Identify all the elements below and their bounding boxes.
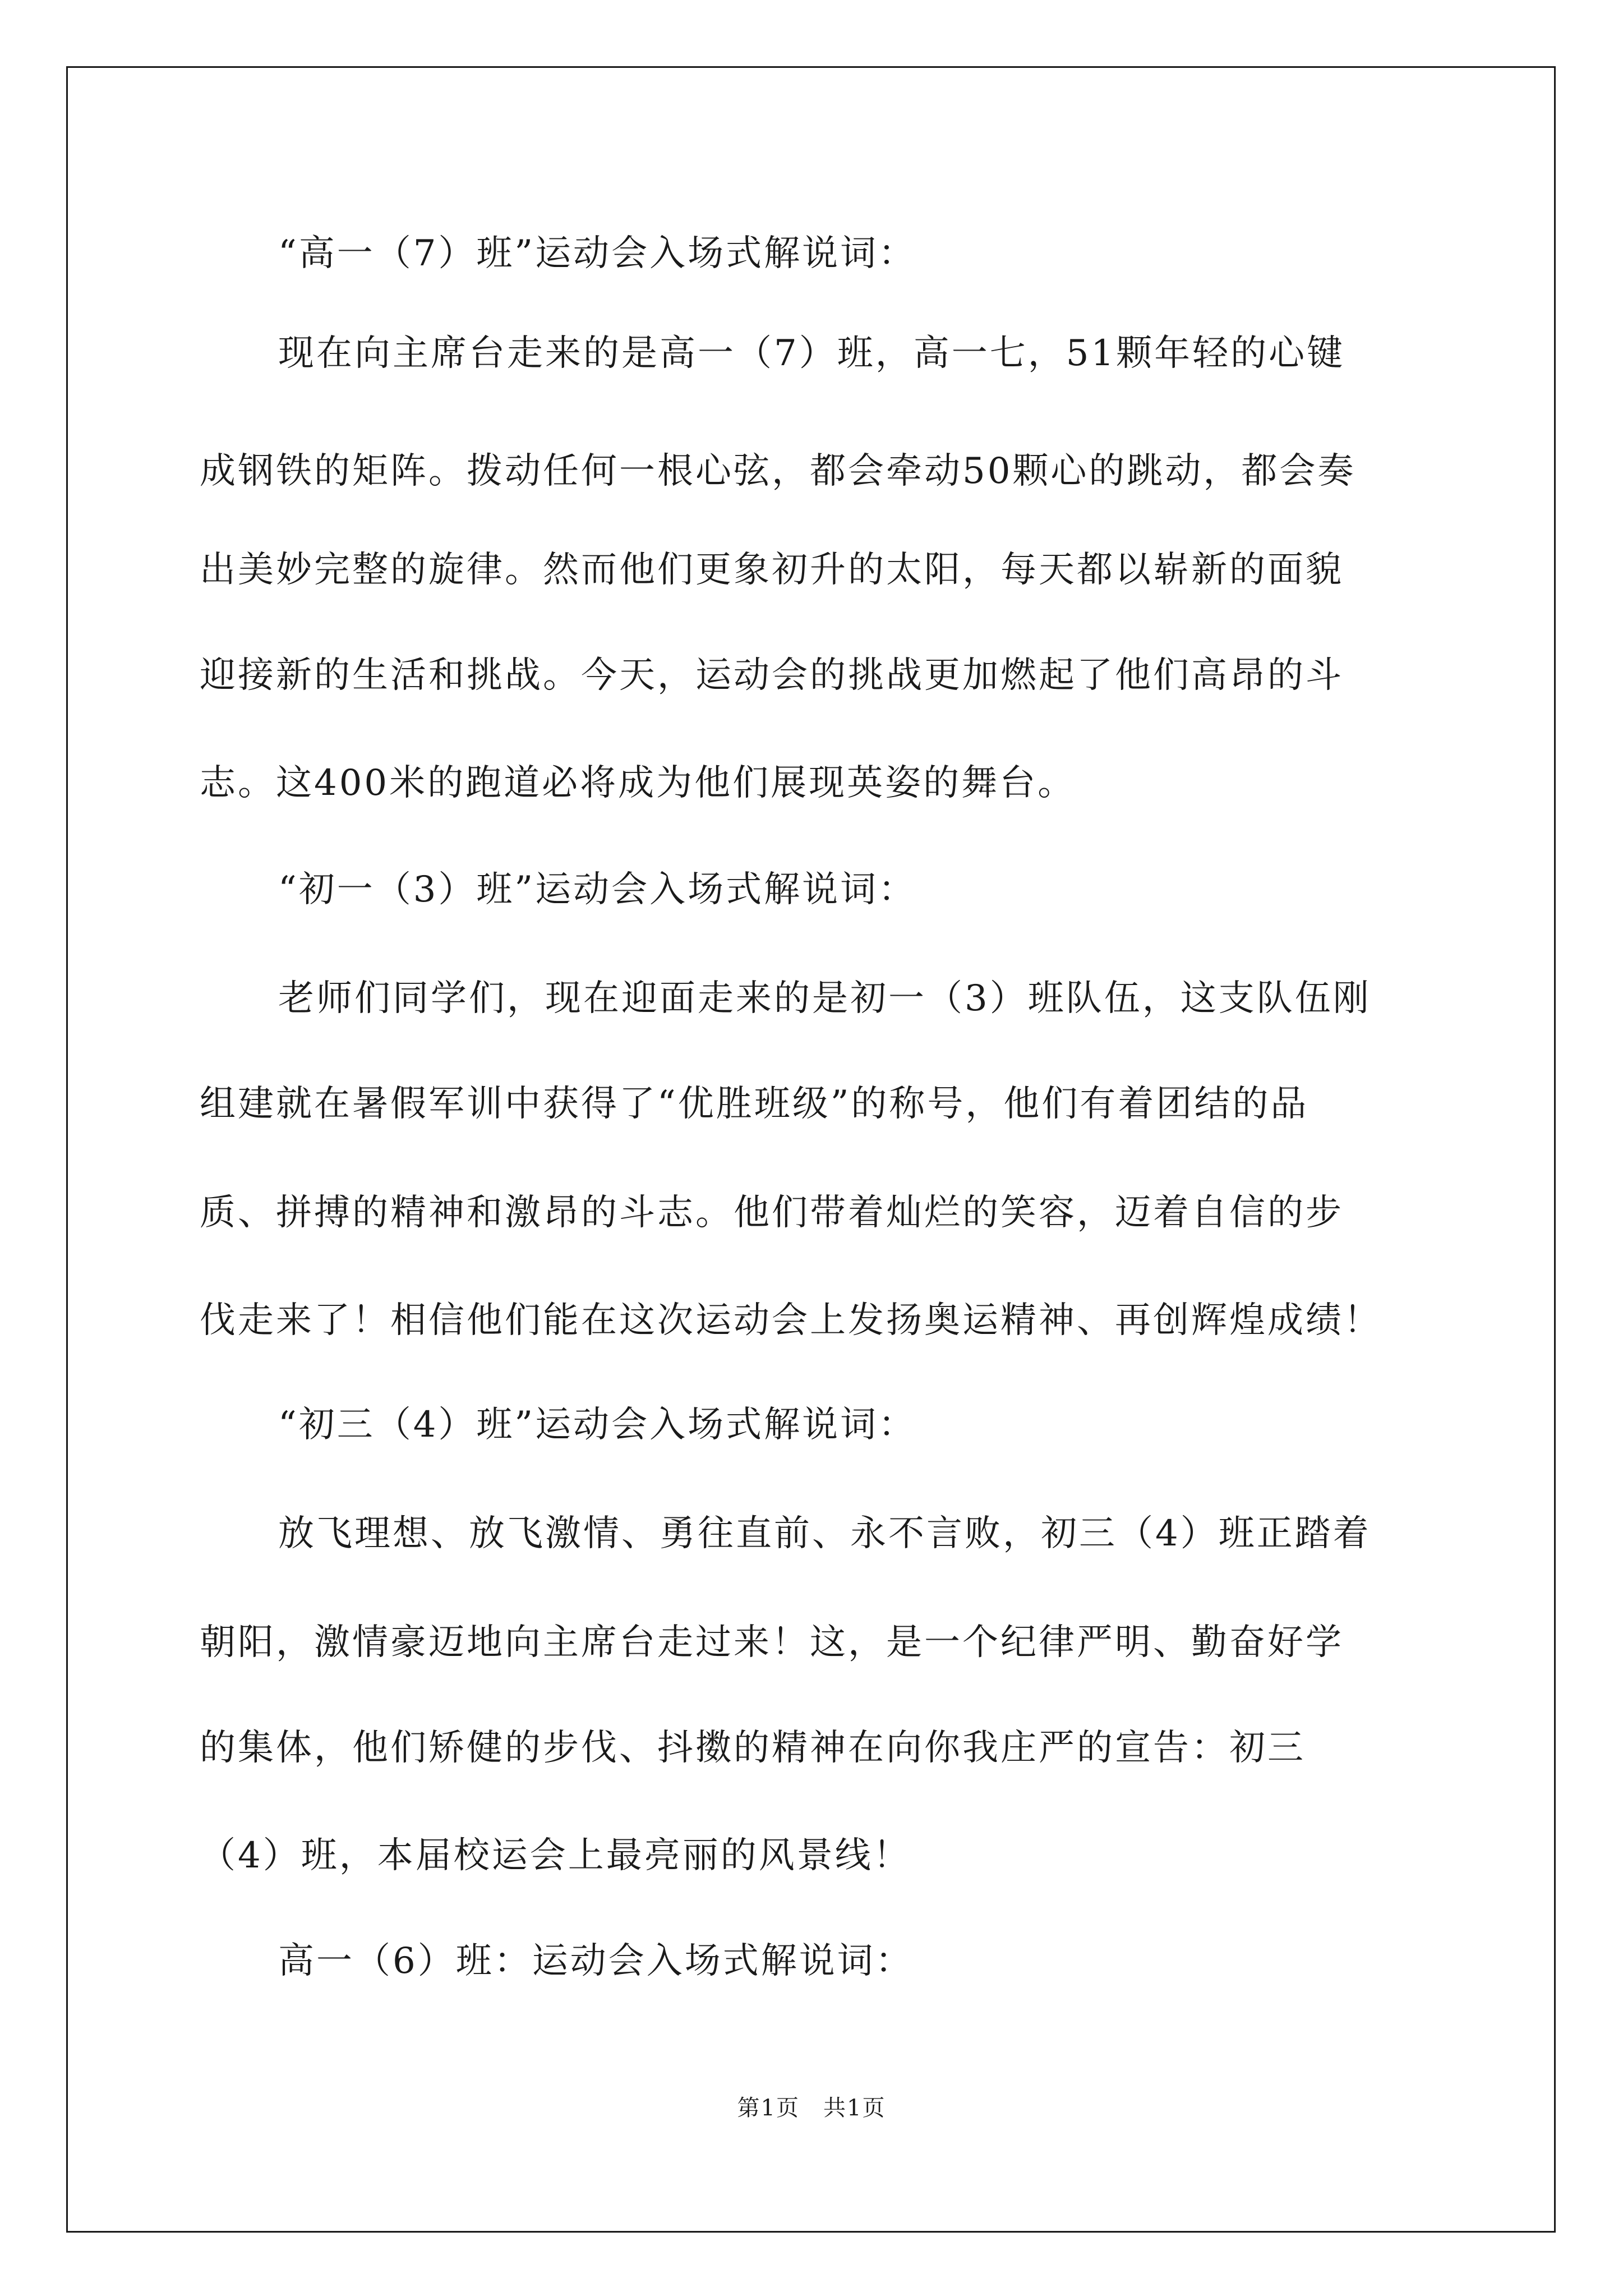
- page-number: 第1页 共1页: [737, 2095, 886, 2121]
- paragraph-line: 朝阳，激情豪迈地向主席台走过来！这，是一个纪律严明、勤奋好学: [200, 1622, 1344, 1663]
- heading-class-junior3-4: “初三（4）班”运动会入场式解说词：: [278, 1404, 917, 1446]
- paragraph-line: 迎接新的生活和挑战。今天，运动会的挑战更加燃起了他们高昂的斗: [200, 655, 1344, 696]
- paragraph-line: （4）班，本届校运会上最亮丽的风景线！: [200, 1835, 911, 1876]
- paragraph-line: 老师们同学们，现在迎面走来的是初一（3）班队伍，这支队伍刚: [278, 978, 1371, 1019]
- page-border: [66, 66, 1556, 2233]
- paragraph-line: 志。这400米的跑道必将成为他们展现英姿的舞台。: [200, 762, 1076, 804]
- paragraph-line: 质、拼搏的精神和激昂的斗志。他们带着灿烂的笑容，迈着自信的步: [200, 1192, 1344, 1234]
- paragraph-line: 出美妙完整的旋律。然而他们更象初升的太阳，每天都以崭新的面貌: [200, 549, 1344, 591]
- heading-class-junior1-3: “初一（3）班”运动会入场式解说词：: [278, 869, 917, 910]
- paragraph-line: 的集体，他们矫健的步伐、抖擞的精神在向你我庄严的宣告：初三: [200, 1727, 1306, 1769]
- paragraph-line: 放飞理想、放飞激情、勇往直前、永不言败，初三（4）班正踏着: [278, 1513, 1371, 1554]
- paragraph-line: 成钢铁的矩阵。拨动任何一根心弦，都会牵动50颗心的跳动，都会奏: [200, 450, 1356, 492]
- paragraph-line: 组建就在暑假军训中获得了“优胜班级”的称号，他们有着团结的品: [200, 1083, 1309, 1125]
- heading-class-senior1-7: “高一（7）班”运动会入场式解说词：: [278, 233, 917, 274]
- heading-class-senior1-6: 高一（6）班：运动会入场式解说词：: [278, 1940, 914, 1982]
- paragraph-line: 伐走来了！相信他们能在这次运动会上发扬奥运精神、再创辉煌成绩！: [200, 1300, 1382, 1341]
- paragraph-line: 现在向主席台走来的是高一（7）班，高一七，51颗年轻的心键: [278, 333, 1345, 374]
